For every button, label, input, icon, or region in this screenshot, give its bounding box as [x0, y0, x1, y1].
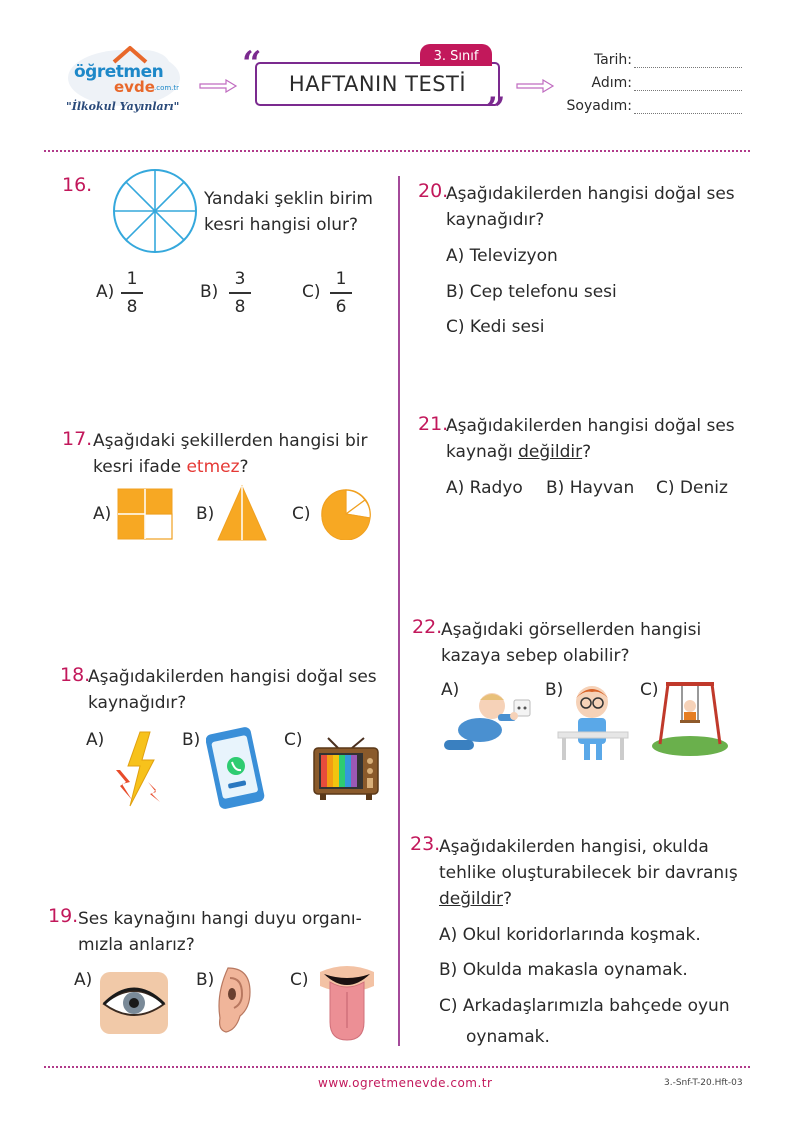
q17-option-c-label[interactable]: C)	[292, 504, 311, 524]
q18-option-c-label[interactable]: C)	[284, 730, 303, 750]
title-box	[255, 62, 500, 106]
name-fields	[562, 52, 742, 121]
q22-option-b-label[interactable]: B)	[545, 680, 564, 700]
question-text-19: Ses kaynağını hangi duyu organı- mızla anlarız?	[78, 909, 362, 955]
q16-option-a-label[interactable]: A)	[96, 282, 115, 302]
logo-bottom-text: evde	[114, 78, 155, 96]
q18-option-b-label[interactable]: B)	[182, 730, 201, 750]
question-text-20: Aşağıdakilerden hangisi doğal ses kaynağıdır?	[446, 184, 735, 230]
question-number-23: 23.	[410, 833, 441, 855]
q23-option-c-continued: oynamak.	[466, 1027, 550, 1047]
q17-option-b-label[interactable]: B)	[196, 504, 215, 524]
q21-option-a[interactable]: A) Radyo	[446, 478, 523, 498]
q16-option-b-fraction: 3 8	[225, 268, 255, 318]
question-number-21: 21.	[418, 413, 449, 435]
q23-option-a[interactable]: A) Okul koridorlarında koşmak.	[439, 925, 701, 945]
q20-option-c[interactable]: C) Kedi sesi	[446, 317, 545, 337]
page-title: HAFTANIN TESTİ	[288, 72, 467, 96]
eye-icon	[98, 968, 170, 1042]
surname-field[interactable]: Soyadım:	[562, 98, 742, 121]
q23-option-b[interactable]: B) Okulda makasla oynamak.	[439, 960, 688, 980]
logo-top-text: öğretmen	[74, 62, 164, 82]
child-bench-icon	[556, 682, 630, 768]
emphasis-word: değildir	[518, 442, 583, 462]
baby-socket-icon	[440, 682, 536, 768]
q19-option-c-label[interactable]: C)	[290, 970, 309, 990]
q23-option-c[interactable]: C) Arkadaşlarımızla bahçede oyun	[439, 996, 730, 1016]
grade-badge	[420, 44, 492, 66]
q22-option-a-label[interactable]: A)	[441, 680, 460, 700]
question-text-23: Aşağıdakilerden hangisi, okulda tehlike oluşturabilecek bir davranış değildir?	[439, 837, 738, 909]
emphasis-word: etmez	[186, 457, 240, 477]
question-number-18: 18.	[60, 664, 91, 686]
date-field[interactable]: Tarih:	[562, 52, 742, 75]
q19-option-b-label[interactable]: B)	[196, 970, 215, 990]
q21-option-b[interactable]: B) Hayvan	[546, 478, 635, 498]
q16-option-c-fraction: 1 6	[326, 268, 356, 318]
q16-option-b-label[interactable]: B)	[200, 282, 219, 302]
q20-option-b[interactable]: B) Cep telefonu sesi	[446, 282, 617, 302]
lightning-icon	[110, 730, 166, 812]
swing-icon	[650, 680, 730, 760]
q22-option-c-label[interactable]: C)	[640, 680, 659, 700]
q19-option-a-label[interactable]: A)	[74, 970, 93, 990]
logo-tagline: "İlkokul Yayınları"	[66, 100, 180, 113]
q17-option-a-label[interactable]: A)	[93, 504, 112, 524]
close-quote-icon: ”	[486, 90, 506, 130]
footer-divider	[44, 1066, 750, 1068]
arrow-right-icon	[515, 78, 555, 97]
ear-icon	[214, 964, 254, 1040]
question-text-17: Aşağıdaki şekillerden hangisi bir kesri ifade etmez?	[93, 431, 368, 477]
q16-option-a-fraction: 1 8	[117, 268, 147, 318]
question-number-20: 20.	[418, 180, 449, 202]
emphasis-word: değildir	[439, 889, 503, 909]
q20-option-a[interactable]: A) Televizyon	[446, 246, 558, 266]
q21-option-c[interactable]: C) Deniz	[656, 478, 728, 498]
question-text-21: Aşağıdakilerden hangisi doğal ses kaynağı değildir?	[446, 416, 735, 462]
logo	[62, 40, 192, 122]
question-number-19: 19.	[48, 905, 79, 927]
footer-url[interactable]: www.ogretmenevde.com.tr	[318, 1076, 493, 1090]
column-divider	[398, 176, 400, 1046]
q18-option-a-label[interactable]: A)	[86, 730, 105, 750]
question-text-22: Aşağıdaki görsellerden hangisi kazaya sebep olabilir?	[441, 620, 702, 666]
question-number-17: 17.	[62, 428, 93, 450]
question-text-16: Yandaki şeklin birim kesri hangisi olur?	[204, 189, 373, 235]
question-number-22: 22.	[412, 616, 443, 638]
name-field[interactable]: Adım:	[562, 75, 742, 98]
triangle-halves-figure	[216, 484, 268, 546]
question-text-18: Aşağıdakilerden hangisi doğal ses kaynağıdır?	[88, 667, 377, 713]
q16-option-c-label[interactable]: C)	[302, 282, 321, 302]
question-number-16: 16.	[62, 174, 93, 196]
arrow-left-icon	[198, 78, 238, 97]
grade-badge-text: 3. Sınıf	[433, 49, 479, 64]
circle-unequal-parts-figure	[320, 488, 372, 544]
footer-code: 3.-Snf-T-20.Hft-03	[664, 1078, 743, 1088]
square-quarters-figure	[117, 488, 173, 544]
logo-domain: .com.tr	[154, 84, 180, 92]
phone-icon	[206, 726, 272, 814]
tongue-icon	[316, 962, 378, 1046]
open-quote-icon: “	[242, 44, 262, 84]
circle-eighths-figure	[112, 168, 198, 258]
header-divider	[44, 150, 750, 152]
television-icon	[312, 736, 380, 806]
